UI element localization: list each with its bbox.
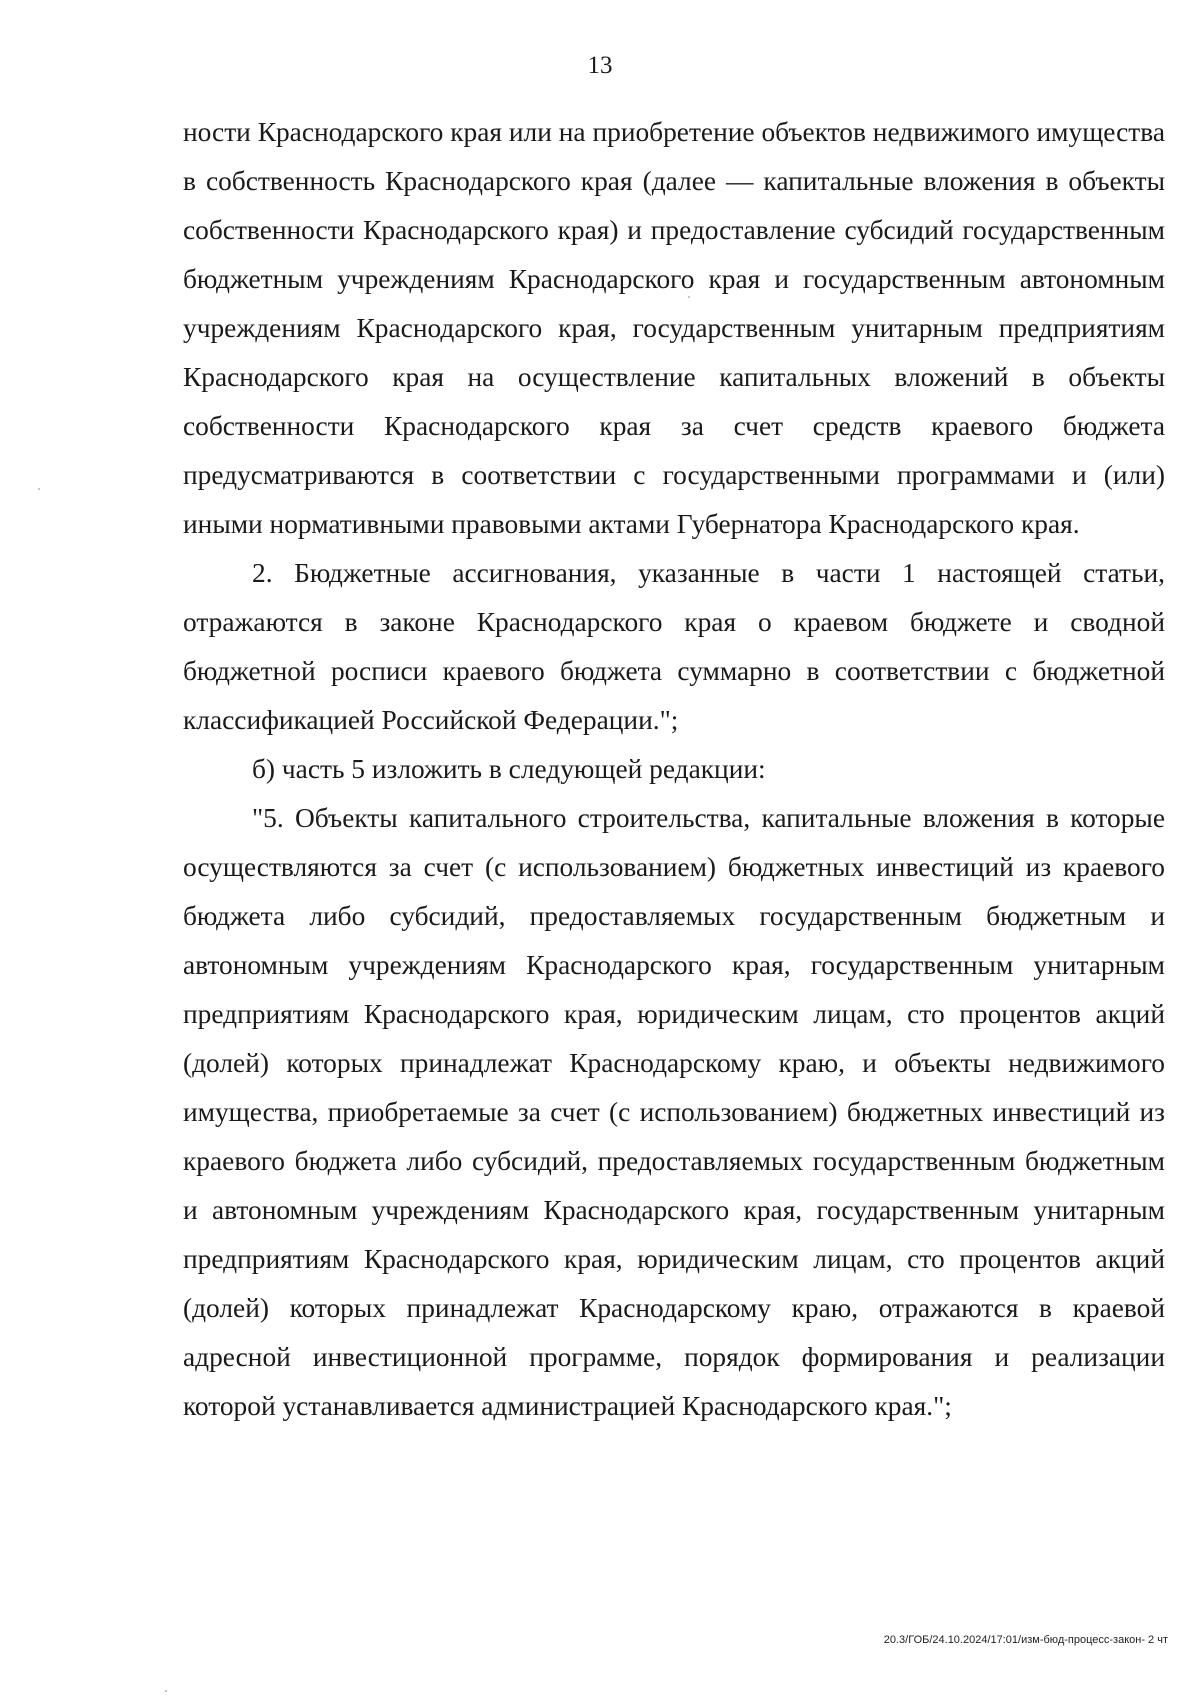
paragraph-continuation: ности Краснодарского края или на приобретение объектов недвижимого имущества в собственность Краснодарского края (далее — капитальные вложения в объекты собственности Краснодарского края) и предоставление субсидий государственным бюджетным учреждениям Краснодарского края и государственным автономным учреждениям Краснодарского края, государственным унитарным предприятиям Краснодарского края на осуществление капитальных вложений в объекты собственности Краснодарского края за счет средств краевого бюджета предусматриваются в соответствии с государственными программами и (или) иными нормативными правовыми актами Губернатора Краснодарского края. xyxy=(183,117,1165,539)
page-number: 13 xyxy=(587,52,613,79)
document-body xyxy=(183,108,1165,1431)
scan-speck xyxy=(165,1690,167,1692)
paragraph-part-5: "5. Объекты капитального строительства, капитальные вложения в которые осуществляются за счет (с использованием) бюджетных инвестиций из краевого бюджета либо субсидий, предоставляемых государственным бюджетным и автономным учреждениям Краснодарского края, государственным унитарным предприятиям Краснодарского края, юридическим лицам, сто процентов акций (долей) которых принадлежат Краснодарскому краю, и объекты недвижимого имущества, приобретаемые за счет (с использованием) бюджетных инвестиций из краевого бюджета либо субсидий, предоставляемых государственным бюджетным и автономным учреждениям Краснодарского края, государственным унитарным предприятиям Краснодарского края, юридическим лицам, сто процентов акций (долей) которых принадлежат Краснодарскому краю, отражаются в краевой адресной инвестиционной программе, порядок формирования и реализации которой устанавливается администрацией Краснодарского края."; xyxy=(183,803,1165,1421)
paragraph-item-b: б) часть 5 изложить в следующей редакции: xyxy=(252,754,766,784)
scan-speck xyxy=(38,488,40,490)
scan-speck xyxy=(688,296,690,298)
paragraph-part-2: 2. Бюджетные ассигнования, указанные в части 1 настоящей статьи, отражаются в законе Краснодарского края о краевом бюджете и сводной бюджетной росписи краевого бюджета суммарно в соответствии с бюджетной классификацией Российской Федерации."; xyxy=(183,558,1165,735)
document-footer-code: 20.3/ГОБ/24.10.2024/17:01/изм-бюд-процесс-закон- 2 чт xyxy=(883,1634,1168,1646)
